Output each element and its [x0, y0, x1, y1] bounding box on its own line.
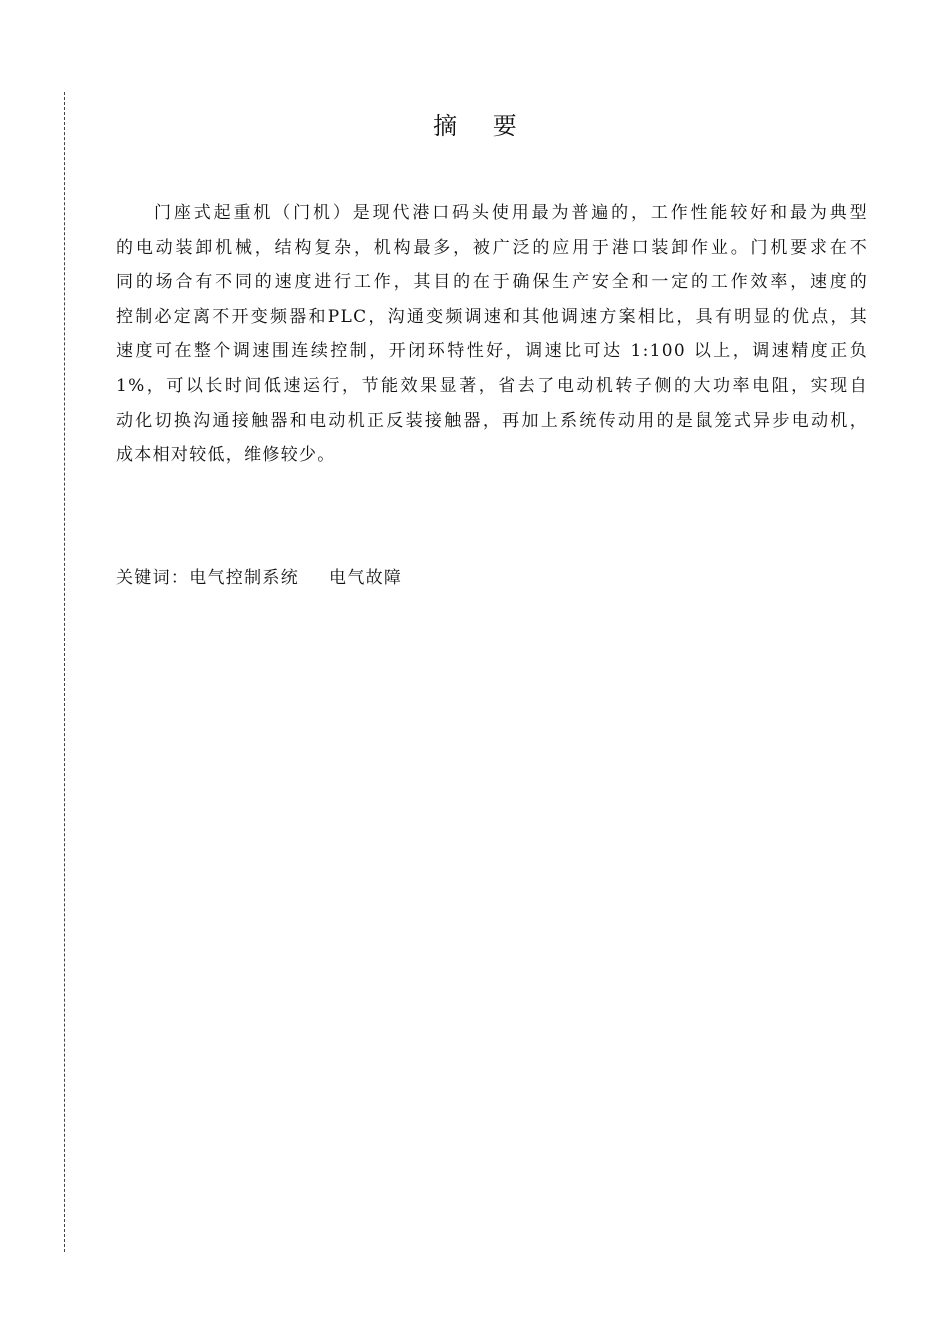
- keywords-line: [116, 562, 402, 594]
- abstract-line: 控制必定离不开变频器和PLC，沟通变频调速和其他调速方案相比，具有明显的优点，其: [116, 306, 868, 327]
- abstract-line: 动化切换沟通接触器和电动机正反装接触器，再加上系统传动用的是鼠笼式异步电动机，: [116, 410, 868, 431]
- abstract-line: 同的场合有不同的速度进行工作，其目的在于确保生产安全和一定的工作效率，速度的: [116, 272, 868, 293]
- keywords-label: 关键词：: [116, 568, 190, 588]
- abstract-line: 成本相对较低，维修较少。: [116, 445, 336, 466]
- keyword-item: 电气故障: [329, 568, 403, 588]
- abstract-line: 的电动装卸机械，结构复杂，机构最多，被广泛的应用于港口装卸作业。门机要求在不: [116, 237, 868, 258]
- abstract-line: 1%，可以长时间低速运行，节能效果显著，省去了电动机转子侧的大功率电阻，实现自: [116, 375, 868, 396]
- keyword-item: 电气控制系统: [189, 568, 300, 588]
- binding-dashed-line: [64, 92, 65, 1252]
- abstract-line: 速度可在整个调速围连续控制，开闭环特性好，调速比可达 1:100 以上，调速精度正负: [116, 341, 868, 362]
- abstract-paragraph: [116, 196, 868, 473]
- page-title: 摘 要: [433, 112, 531, 140]
- abstract-line: 门座式起重机（门机）是现代港口码头使用最为普遍的，工作性能较好和最为典型: [154, 203, 868, 223]
